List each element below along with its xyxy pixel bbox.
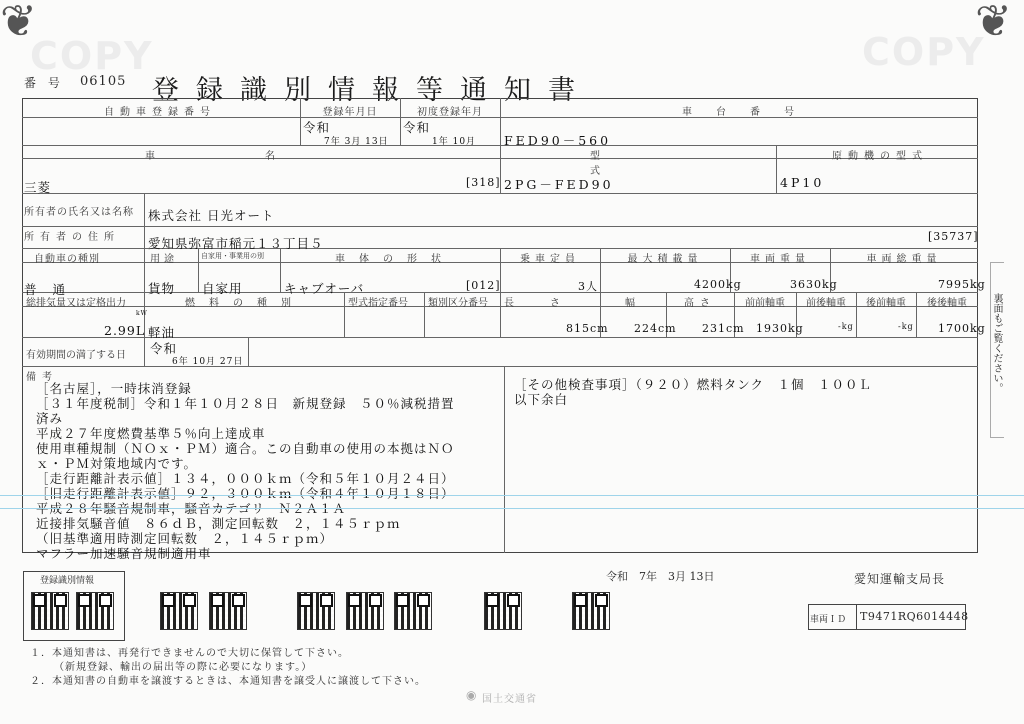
qr-code-icon (160, 592, 198, 630)
owner-name: 株式会社 日光オート (148, 208, 275, 223)
header-capacity: 乗車定員 (520, 254, 580, 265)
height: 231cm (702, 322, 745, 335)
remark-line: 済み (36, 411, 64, 426)
qr-code-icon (209, 592, 247, 630)
remark-line: （旧基準適用時測定回転数 ２，１４５ｒｐｍ） (36, 531, 334, 546)
header-rr-axle: 後後軸重 (927, 298, 967, 309)
qr-code-icon (394, 592, 432, 630)
fr-axle: -kg (838, 322, 854, 331)
qr-code-icon (346, 592, 384, 630)
header-gross-weight: 車両総重量 (866, 254, 942, 265)
use: 貨物 (148, 281, 176, 296)
number-label: 番 号 (24, 76, 64, 90)
header-max-load: 最大積載量 (627, 254, 703, 265)
header-reg-number: 自動車登録番号 (104, 107, 216, 118)
vehicle-weight: 3630kg (790, 278, 838, 291)
remark-line: マフラー加速騒音規制適用車 (36, 546, 212, 561)
remark-line: ［３１年度税制］令和１年１０月２８日 新規登録 ５０％減税措置 (36, 396, 455, 411)
vehicle-id-divider (856, 604, 857, 630)
first-reg-date: 1年 10月 (432, 137, 477, 147)
note-2: ２．本通知書の自動車を譲渡するときは、本通知書を譲受人に譲渡して下さい。 (30, 676, 426, 687)
header-owner-name: 所有者の氏名又は名称 (24, 207, 134, 218)
vehicle-id: T9471RQ6014448 (860, 610, 969, 623)
header-engine-model: 原動機の型式 (832, 151, 928, 162)
issue-date: 令和 7年 3月 13日 (606, 570, 715, 583)
qr-code-icon (572, 592, 610, 630)
gross-weight: 7995kg (938, 278, 986, 291)
chassis-number: FED90－560 (504, 133, 612, 148)
qr-code-icon (484, 592, 522, 630)
remark-line: 平成２８年騒音規制車，騒音カテゴリ Ｎ２Ａ１Ａ (36, 501, 347, 516)
header-first-reg: 初度登録年月 (417, 107, 483, 118)
displacement-unit: kW (136, 310, 148, 317)
rr-axle: 1700kg (938, 322, 986, 335)
model-code: 2PG－FED90 (504, 177, 614, 192)
header-ff-axle: 前前軸重 (745, 298, 785, 309)
remark-line: ［その他検査事項］（９２０）燃料タンク １個 １００Ｌ (514, 377, 873, 392)
document-number: 06105 (80, 74, 127, 89)
remarks-right (514, 377, 872, 407)
remark-line: 近接排気騒音値 ８６ｄＢ，測定回転数 ２，１４５ｒｐｍ (36, 516, 401, 531)
expiry-era: 令和 (150, 341, 178, 356)
remark-line: ［旧走行距離計表示値］９２，３００ｋｍ（令和４年１０月１８日） (36, 486, 455, 501)
header-expiry: 有効期間の満了する日 (26, 350, 126, 361)
car-code: [318] (466, 176, 501, 189)
header-height: 高さ (684, 298, 716, 309)
address-code: [35737] (928, 230, 979, 243)
header-fr-axle: 前後軸重 (806, 298, 846, 309)
header-owner-address: 所有者の住所 (24, 232, 120, 243)
header-remarks: 備考 (26, 372, 58, 383)
side-note: 裏面もご覧ください。 (990, 262, 1004, 438)
header-type-designation: 型式指定番号 (348, 298, 408, 309)
reg-era: 令和 (303, 120, 331, 135)
length: 815cm (566, 322, 609, 335)
header-use: 用途 (150, 254, 178, 265)
remark-line: 使用車種規制（ＮＯｘ・ＰＭ）適合。この自動車の使用の本拠はＮＯ (36, 441, 455, 456)
header-reg-date: 登録年月日 (322, 107, 378, 118)
header-chassis: 車台番号 (682, 107, 818, 118)
remark-line: ｘ・ＰＭ対策地域内です。 (36, 456, 198, 471)
qr-code-icon (76, 592, 114, 630)
engine-model: 4P10 (780, 175, 825, 190)
remarks-left (36, 381, 455, 561)
rf-axle: -kg (898, 322, 914, 331)
copy-watermark-left: COPY (30, 34, 154, 78)
remark-line: ［走行距離計表示値］１３４，０００ｋｍ（令和５年１０月２４日） (36, 471, 455, 486)
corner-ornament-icon: ❦ (0, 0, 37, 47)
header-category-number: 類別区分番号 (428, 298, 488, 309)
header-rf-axle: 後前軸重 (866, 298, 906, 309)
header-body-shape: 車体の形状 (335, 254, 455, 265)
width: 224cm (634, 322, 677, 335)
page-title: 登録識別情報等通知書 (152, 75, 592, 106)
vehicle-kind: 普 通 (24, 282, 71, 297)
max-load: 4200kg (694, 278, 742, 291)
qr-code-icon (297, 592, 335, 630)
header-model: 型式 (590, 151, 710, 177)
header-car-name: 車名 (145, 151, 385, 162)
note-1b: （新規登録、輸出の届出等の際に必要になります。） (54, 662, 313, 673)
remark-line: 平成２７年度燃費基準５％向上達成車 (36, 426, 266, 441)
copy-watermark-right: COPY (862, 30, 986, 74)
first-era: 令和 (403, 120, 431, 135)
header-length: 長さ (504, 298, 596, 309)
reg-date: 7年 3月 13日 (324, 137, 389, 147)
displacement: 2.99L (104, 323, 146, 338)
expiry-date: 6年 10月 27日 (172, 357, 244, 367)
header-vehicle-kind: 自動車の種別 (34, 254, 100, 265)
private-business: 自家用 (202, 281, 243, 296)
header-weight: 車両重量 (750, 254, 810, 265)
vehicle-id-label: 車両ＩＤ (810, 615, 847, 625)
remark-line: ［名古屋］，一時抹消登録 (36, 381, 192, 396)
ministry-name: 国土交通省 (482, 694, 537, 705)
capacity: 3人 (578, 280, 598, 293)
qr-code-icon (31, 592, 69, 630)
owner-address: 愛知県弥富市稲元１３丁目５ (148, 236, 324, 251)
qr-label: 登録識別情報 (40, 576, 95, 586)
header-width: 幅 (625, 298, 641, 309)
header-displacement: 総排気量又は定格出力 (26, 298, 126, 309)
issuer: 愛知運輸支局長 (854, 572, 946, 586)
remark-line: 以下余白 (514, 392, 569, 407)
body-shape: キャブオーバ (284, 281, 365, 296)
ff-axle: 1930kg (756, 322, 804, 335)
note-1: １．本通知書は、再発行できませんので大切に保管して下さい。 (30, 648, 349, 659)
body-code: [012] (466, 279, 501, 292)
fuel: 軽油 (148, 325, 176, 340)
header-private-business: 自家用・事業用の別 (201, 252, 264, 260)
car-name: 三菱 (24, 180, 52, 195)
corner-ornament-icon: ❦ (975, 0, 1012, 47)
header-fuel: 燃料の種別 (185, 298, 305, 309)
ministry-logo-icon: ◉ (466, 688, 477, 702)
